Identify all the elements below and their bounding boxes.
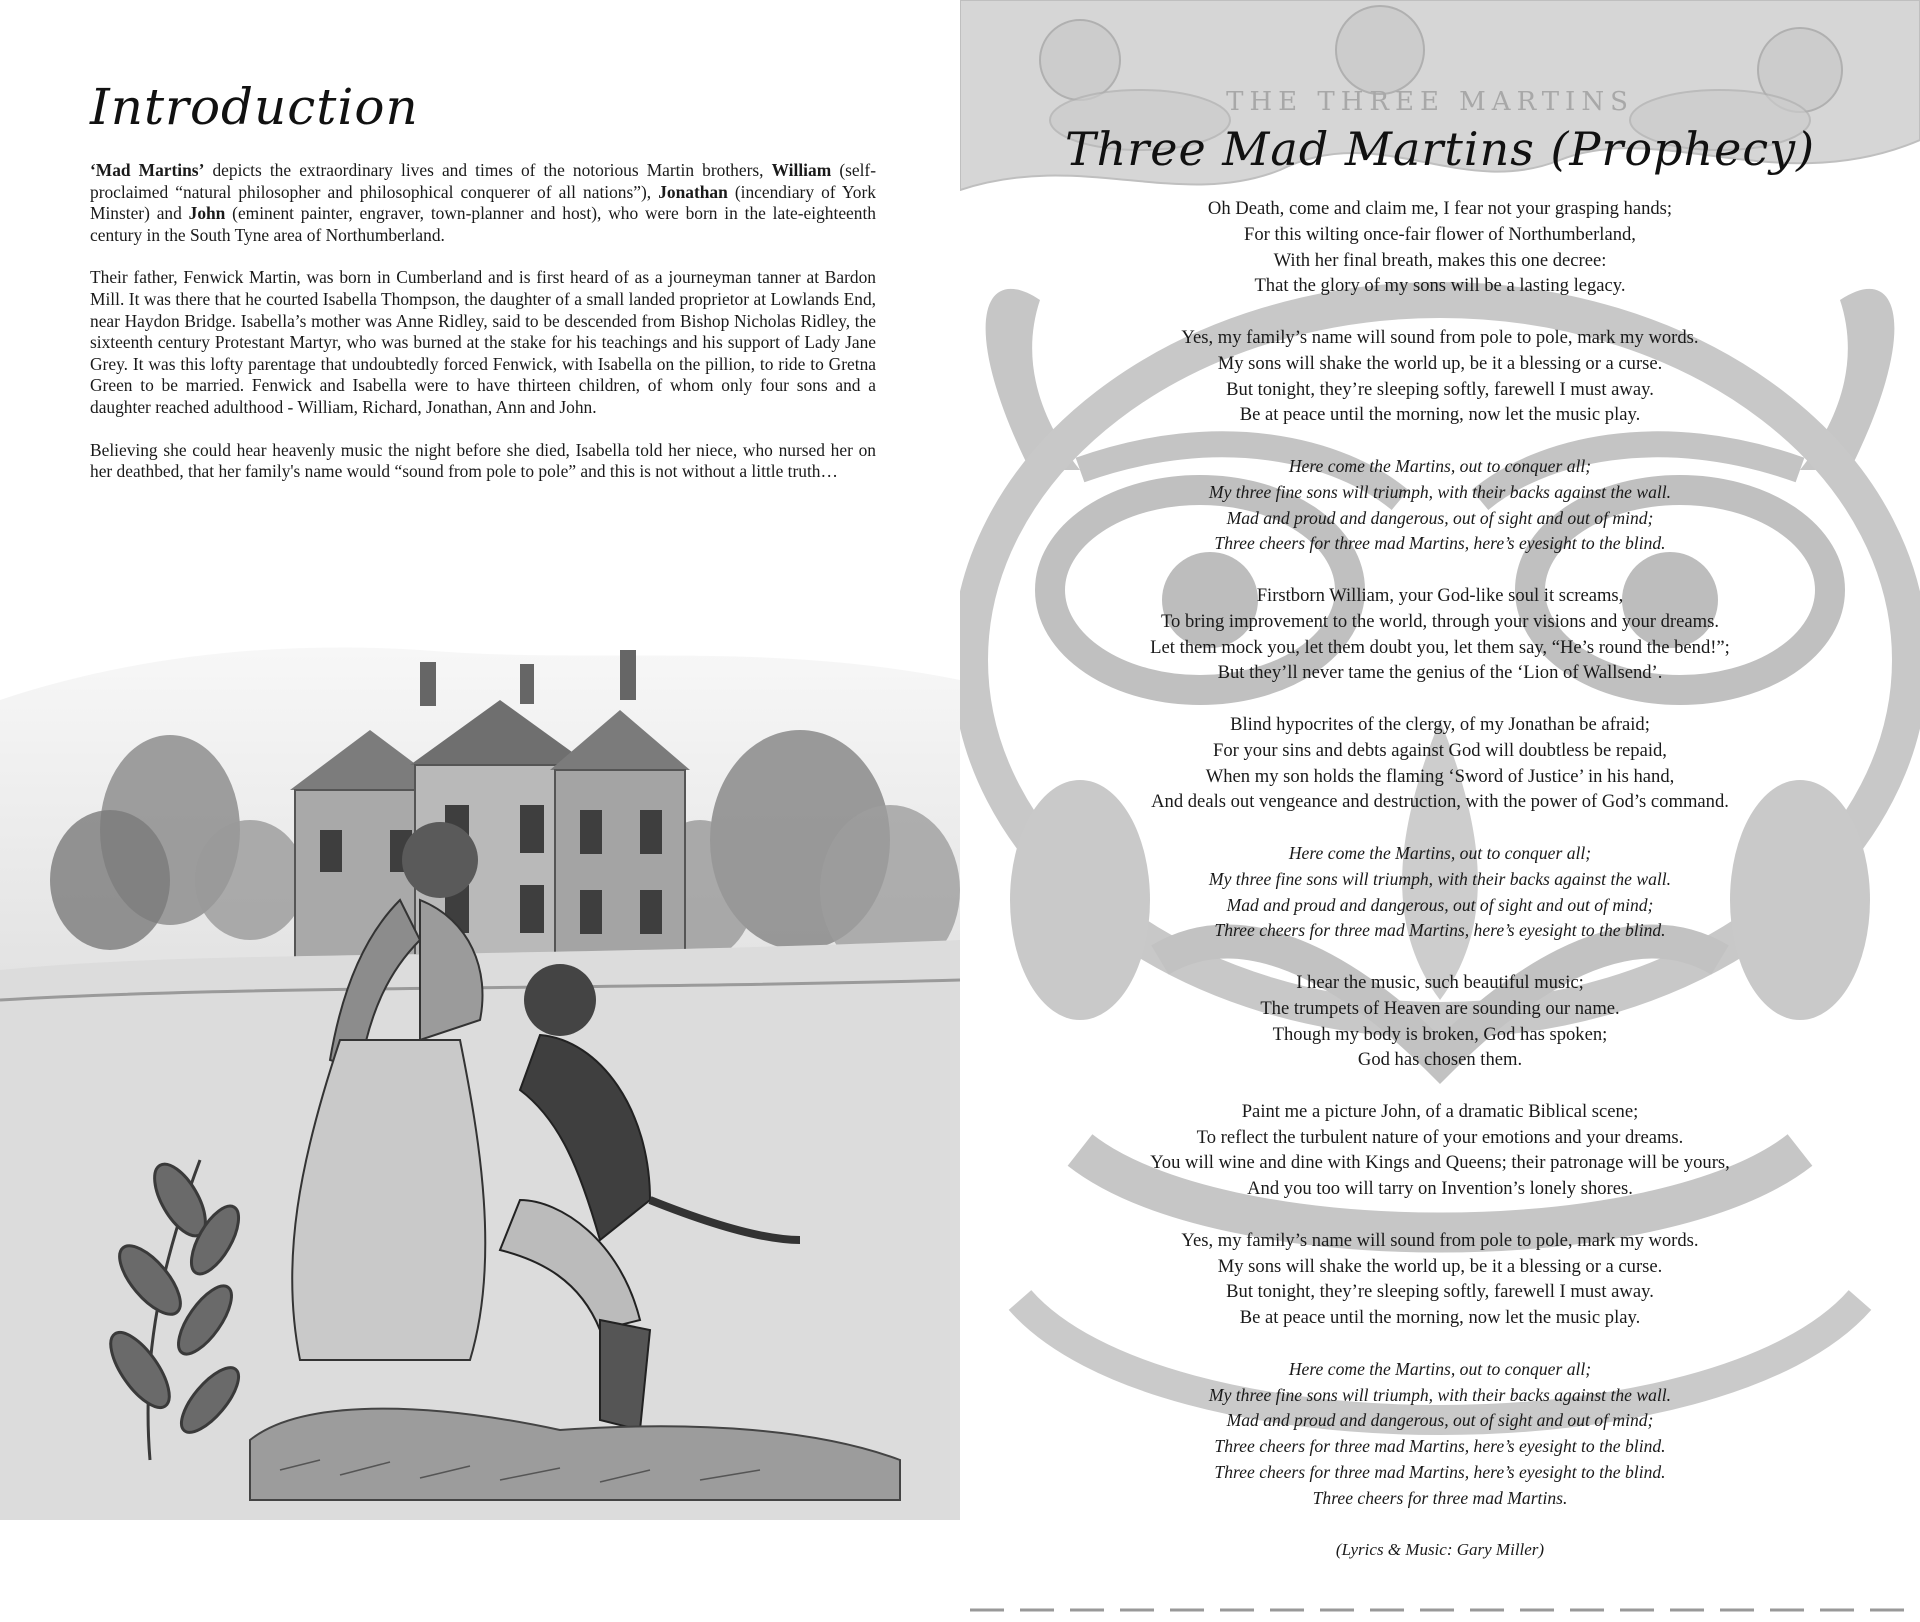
text-span: (self-proclaimed “natural philosopher and philosophical conquerer of all nations”), <box>90 160 877 202</box>
lyric-line: Here come the Martins, out to conquer all; <box>1288 842 1592 863</box>
bold-john: John <box>188 203 226 224</box>
lyric-line: My sons will shake the world up, be it a blessing or a curse. <box>1217 352 1663 374</box>
lyric-line: The trumpets of Heaven are sounding our name. <box>1260 997 1620 1019</box>
lyric-line: Be at peace until the morning, now let the music play. <box>1239 1307 1641 1329</box>
text-span: (eminent painter, engraver, town-planner and host), who were born in the late-eighteenth century in the South Tyne area of Northumberland. <box>90 203 876 245</box>
lyrics <box>960 196 1920 1563</box>
verse-stanza <box>960 196 1920 299</box>
lyric-line: Firstborn William, your God-like soul it screams, <box>1256 584 1624 606</box>
lyric-line: Three cheers for three mad Martins, here’s eyesight to the blind. <box>1214 533 1666 554</box>
intro-paragraph-1 <box>90 160 876 246</box>
right-page <box>960 0 1920 1622</box>
lyric-line: But they’ll never tame the genius of the ‘Lion of Wallsend’. <box>1217 662 1663 684</box>
intro-title: Introduction <box>90 78 419 136</box>
lyric-line: Three cheers for three mad Martins. <box>1312 1487 1568 1508</box>
lyric-line: To reflect the turbulent nature of your emotions and your dreams. <box>1196 1126 1684 1148</box>
lyric-line: Paint me a picture John, of a dramatic Biblical scene; <box>1241 1100 1639 1122</box>
intro-paragraph-3: Believing she could hear heavenly music the night before she died, Isabella told her niece, who nursed her on her deathbed, that her family's name would “sound from pole to pole” and this is not without a little truth… <box>90 439 876 482</box>
text-span: depicts the extraordinary lives and times of the notorious Martin brothers, <box>204 160 772 180</box>
lyric-line: But tonight, they’re sleeping softly, farewell I must away. <box>1226 1281 1654 1303</box>
lyric-line: My sons will shake the world up, be it a blessing or a curse. <box>1217 1255 1663 1277</box>
lyric-line: Though my body is broken, God has spoken; <box>1272 1023 1608 1045</box>
verse-stanza <box>960 970 1920 1073</box>
intro-paragraph-2: Their father, Fenwick Martin, was born in Cumberland and is first heard of as a journeyman tanner at Bardon Mill. It was there that he courted Isabella Thompson, the daughter of a small landed proprietor at Lowlands End, near Haydon Bridge. Isabella’s mother was Anne Ridley, said to be descended from Bishop Nicholas Ridley, the sixteenth century Protestant Martyr, who was burned at the stake for his teachings and his support of Lady Jane Grey. It was this lofty parentage that undoubtedly forced Fenwick, with Isabella on the pillion, to ride to Gretna Green to be married. Fenwick and Isabella were to have thirteen children, of whom only four sons and a daughter reached adulthood - William, Richard, Jonathan, Ann and John. <box>90 267 876 417</box>
lyric-line: That the glory of my sons will be a lasting legacy. <box>1254 275 1626 297</box>
lyric-line: To bring improvement to the world, through your visions and your dreams. <box>1161 610 1719 632</box>
verse-stanza <box>960 325 1920 428</box>
lyric-line: For your sins and debts against God will doubtless be repaid, <box>1213 739 1667 761</box>
lyric-line: Here come the Martins, out to conquer all; <box>1288 1358 1592 1379</box>
bold-william: William <box>771 160 832 180</box>
lyric-line: Oh Death, come and claim me, I fear not your grasping hands; <box>1207 198 1673 219</box>
verse-stanza <box>960 1228 1920 1331</box>
engraving-illustration <box>0 640 960 1520</box>
lyric-line: Mad and proud and dangerous, out of sight and out of mind; <box>1226 894 1654 915</box>
verse-stanza <box>960 712 1920 815</box>
lyric-line: My three fine sons will triumph, with their backs against the wall. <box>1208 868 1672 889</box>
chorus-stanza <box>960 454 1920 557</box>
lyric-line: You will wine and dine with Kings and Queens; their patronage will be yours, <box>1150 1152 1730 1174</box>
bold-jonathan: Jonathan <box>658 181 728 202</box>
lyric-line: Mad and proud and dangerous, out of sight and out of mind; <box>1226 1410 1654 1431</box>
lyric-line: And you too will tarry on Invention’s lonely shores. <box>1247 1178 1633 1200</box>
lyric-line: Three cheers for three mad Martins, here’s eyesight to the blind. <box>1214 1436 1666 1457</box>
chorus-stanza <box>960 1357 1920 1512</box>
lyric-line: Three cheers for three mad Martins, here’s eyesight to the blind. <box>1214 920 1666 941</box>
verse-stanza <box>960 1099 1920 1202</box>
bold-mad-martins: ‘Mad Martins’ <box>90 160 205 180</box>
lyric-line: When my son holds the flaming ‘Sword of Justice’ in his hand, <box>1205 765 1675 787</box>
chorus-stanza <box>960 841 1920 944</box>
banner-text: THE THREE MARTINS <box>1226 87 1634 117</box>
lyric-line: For this wilting once-fair flower of Northumberland, <box>1244 223 1636 245</box>
lyric-line: But tonight, they’re sleeping softly, farewell I must away. <box>1226 378 1654 400</box>
lyric-line: Be at peace until the morning, now let the music play. <box>1239 404 1641 426</box>
lyric-line: I hear the music, such beautiful music; <box>1296 971 1584 993</box>
lyric-line: And deals out vengeance and destruction, with the power of God’s command. <box>1151 791 1729 813</box>
lyric-line: God has chosen them. <box>1357 1049 1523 1071</box>
verse-stanza <box>960 583 1920 686</box>
lyric-line: With her final breath, makes this one decree: <box>1273 249 1607 271</box>
lyric-line: Blind hypocrites of the clergy, of my Jonathan be afraid; <box>1230 713 1650 735</box>
song-credit: (Lyrics & Music: Gary Miller) <box>1335 1540 1545 1560</box>
lyric-line: My three fine sons will triumph, with their backs against the wall. <box>1208 1384 1672 1405</box>
text-span: (incendiary of York Minster) and <box>90 181 876 224</box>
lyric-line: Let them mock you, let them doubt you, let them say, “He’s round the bend!”; <box>1150 636 1730 658</box>
lyric-line: Three cheers for three mad Martins, here’s eyesight to the blind. <box>1214 1462 1666 1483</box>
lyric-line: Yes, my family’s name will sound from pole to pole, mark my words. <box>1181 326 1699 348</box>
lyric-line: My three fine sons will triumph, with their backs against the wall. <box>1208 481 1672 502</box>
lyric-line: Mad and proud and dangerous, out of sight and out of mind; <box>1226 507 1654 528</box>
song-title: Three Mad Martins (Prophecy) <box>1064 122 1816 176</box>
lyric-line: Yes, my family’s name will sound from pole to pole, mark my words. <box>1181 1229 1699 1251</box>
intro-body <box>90 160 876 504</box>
lyric-line: Here come the Martins, out to conquer all; <box>1288 455 1592 476</box>
